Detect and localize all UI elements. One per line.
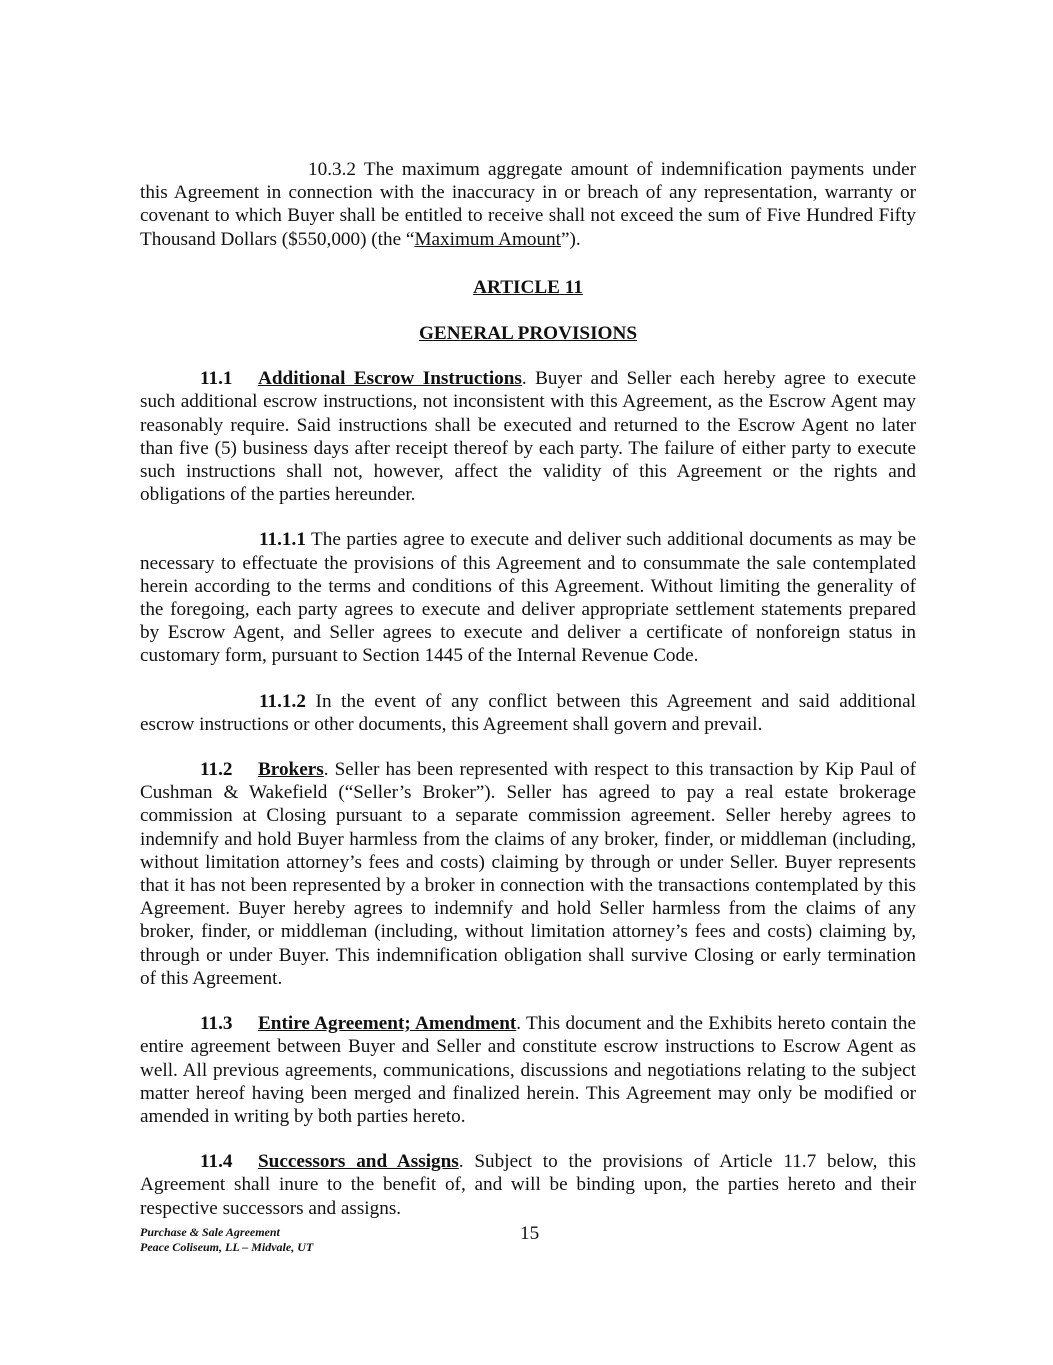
section-11-1-1-number: 11.1.1 [259,529,306,551]
section-11-4-body: . Subject to the provisions of Article 11.7 below, this Agreement shall inure to the benefit of, and will be binding upon, the parties hereto and their respective successors and assigns. [140,1151,916,1219]
section-11-1-2-number: 11.1.2 [259,690,306,712]
document-page [140,158,916,1220]
article-subtitle: GENERAL PROVISIONS [418,323,638,345]
section-11-1-body: . Buyer and Seller each hereby agree to execute such additional escrow instructions, not inconsistent with this Agreement, as the Escrow Agent may reasonably require. Said instructions shall be executed and returned to the Escrow Agent no later than five (5) business days after receipt thereof by each party. The failure of either party to execute such instructions shall not, however, affect the validity of this Agreement or the rights and obligations of the parties hereunder. [140,368,916,506]
paragraph-10-3-2 [140,158,916,251]
maximum-amount-term: Maximum Amount [414,228,562,250]
footer-document-info [140,1225,313,1255]
footer-document-title: Purchase & Sale Agreement [140,1225,280,1239]
section-11-1-1 [140,528,916,667]
article-title: ARTICLE 11 [473,276,583,298]
section-11-4 [140,1150,916,1220]
footer-property-name: Peace Coliseum, LL – Midvale, UT [140,1240,314,1254]
section-11-4-caption: Successors and Assigns [258,1151,459,1173]
paragraph-10-3-2-text: 10.3.2 The maximum aggregate amount of indemnification payments under this Agreement in connection with the inaccuracy in or breach of any representation, warranty or covenant to which Buyer shall be entitled to receive shall not exceed the sum of Five Hundred Fifty Thousand Dollars ($550,000) (the “ [140,159,916,250]
section-11-1-2-body: In the event of any conflict between this Agreement and said additional escrow instructions or other documents, this Agreement shall govern and prevail. [140,690,916,735]
section-11-3 [140,1012,916,1128]
section-11-3-caption: Entire Agreement; Amendment [258,1013,517,1035]
page-number: 15 [520,1223,540,1244]
section-11-1-caption: Additional Escrow Instructions [258,368,522,390]
section-11-2-caption: Brokers [258,759,324,781]
section-11-1-2 [140,690,916,736]
page-footer [140,1225,916,1265]
section-11-2-number: 11.2 [200,759,233,781]
section-11-3-body: . This document and the Exhibits hereto contain the entire agreement between Buyer and Seller and constitute escrow instructions to Escrow Agent as well. All previous agreements, communications, discussions and negotiations relating to the subject matter hereof having been merged and finalized herein. This Agreement may only be modified or amended in writing by both parties hereto. [140,1013,916,1127]
section-11-2-body: . Seller has been represented with respect to this transaction by Kip Paul of Cushman & Wakefield (“Seller’s Broker”). Seller has agreed to pay a real estate brokerage commission at Closing pursuant to a separate commission agreement. Seller hereby agrees to indemnify and hold Buyer harmless from the claims of any broker, finder, or middleman (including, without limitation attorney’s fees and costs) claiming by through or under Seller. Buyer represents that it has not been represented by a broker in connection with the transactions contemplated by this Agreement. Buyer hereby agrees to indemnify and hold Seller harmless from the claims of any broker, finder, or middleman (including, without limitation attorney’s fees and costs) claiming by, through or under Buyer. This indemnification obligation shall survive Closing or early termination of this Agreement. [140,759,916,989]
paragraph-10-3-2-tail: ”). [561,228,581,250]
section-11-1-number: 11.1 [200,368,233,390]
section-11-4-number: 11.4 [200,1151,233,1173]
section-11-2 [140,758,916,990]
section-11-3-number: 11.3 [200,1013,233,1035]
section-11-1-1-body: The parties agree to execute and deliver such additional documents as may be necessary to effectuate the provisions of this Agreement and to consummate the sale contemplated herein according to the terms and conditions of this Agreement. Without limiting the generality of the foregoing, each party agrees to execute and deliver appropriate settlement statements prepared by Escrow Agent, and Seller agrees to execute and deliver a certificate of nonforeign status in customary form, pursuant to Section 1445 of the Internal Revenue Code. [140,529,916,667]
section-11-1 [140,367,916,506]
